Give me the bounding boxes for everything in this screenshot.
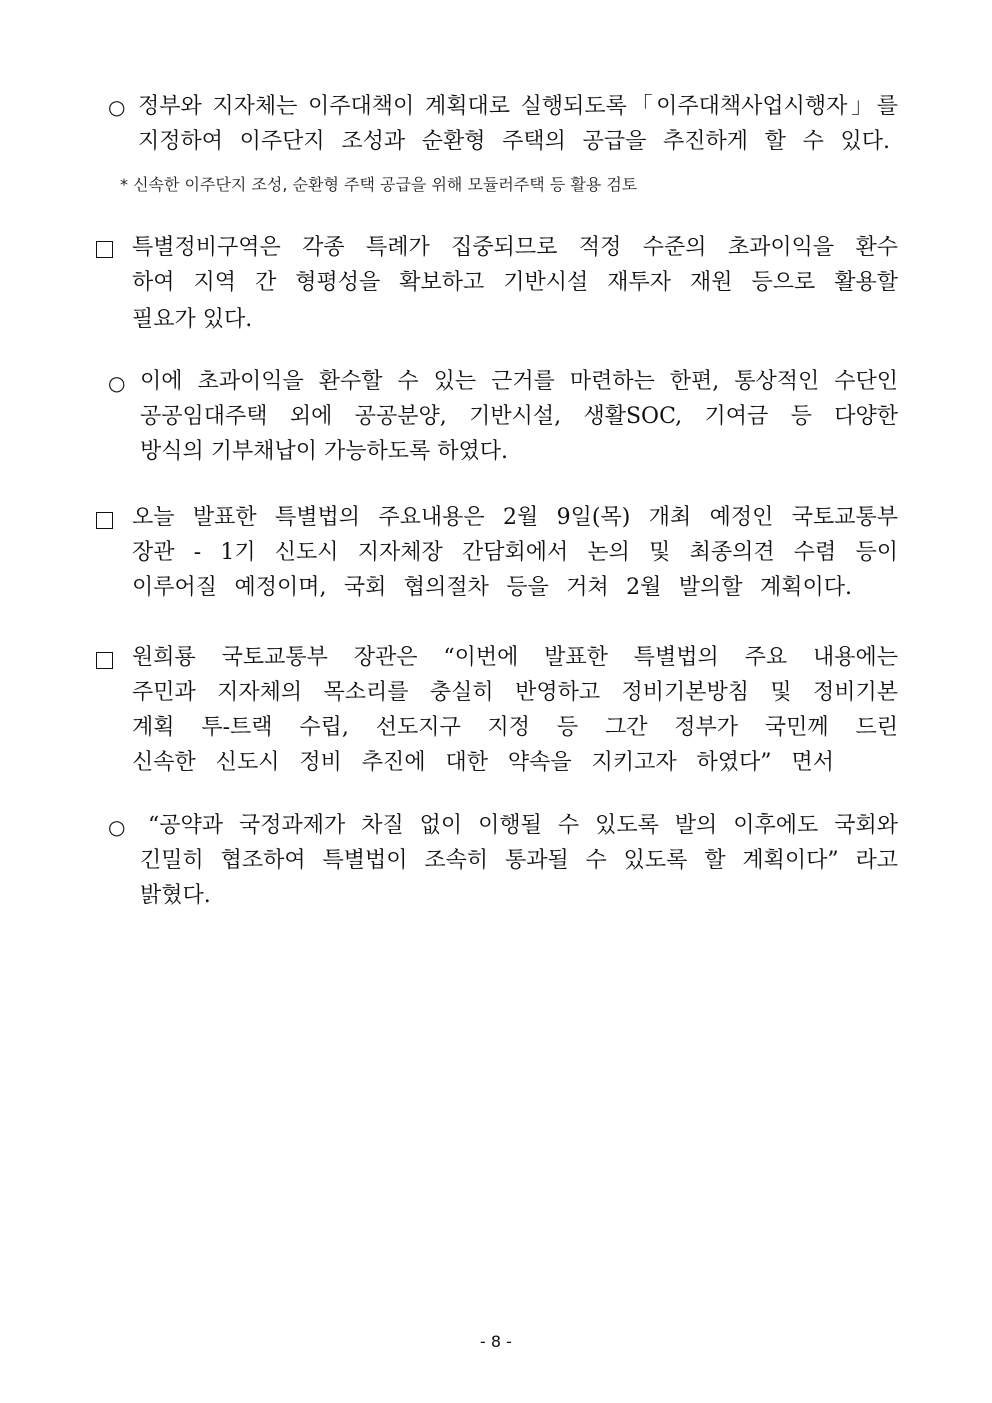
paragraph-line: 원희룡 국토교통부 장관은 “이번에 발표한 특별법의 주요 내용에는 — [132, 645, 898, 670]
circle-bullet: ○ — [108, 815, 126, 839]
paragraph-line: 공공임대주택 외에 공공분양, 기반시설, 생활SOC, 기여금 등 다양한 — [140, 404, 898, 429]
paragraph-line: 계획 투-트랙 수립, 선도지구 지정 등 그간 정부가 국민께 드린 — [132, 715, 898, 740]
paragraph-line: 오늘 발표한 특별법의 주요내용은 2월 9일(목) 개최 예정인 국토교통부 — [132, 505, 898, 530]
box-bullet — [96, 645, 113, 675]
paragraph-line: 이에 초과이익을 환수할 수 있는 근거를 마련하는 한편, 통상적인 수단인 — [140, 369, 898, 394]
page-number: - 8 - — [480, 1332, 512, 1351]
paragraph-line: 신속한 신도시 정비 추진에 대한 약속을 지키고자 하였다” 면서 — [132, 750, 834, 775]
paragraph-line: 이루어질 예정이며, 국회 협의절차 등을 거쳐 2월 발의할 계획이다. — [132, 575, 852, 600]
paragraph-line: 특별정비구역은 각종 특례가 집중되므로 적정 수준의 초과이익을 환수 — [132, 235, 898, 260]
box-bullet — [96, 234, 113, 264]
paragraph-line: 장관 - 1기 신도시 지자체장 간담회에서 논의 및 최종의견 수렴 등이 — [132, 540, 898, 565]
circle-bullet: ○ — [108, 371, 126, 395]
circle-bullet: ○ — [108, 95, 126, 119]
paragraph-line: “공약과 국정과제가 차질 없이 이행될 수 있도록 발의 이후에도 국회와 — [148, 813, 898, 838]
paragraph-line: 하여 지역 간 형평성을 확보하고 기반시설 재투자 재원 등으로 활용할 — [132, 270, 898, 295]
footnote: * 신속한 이주단지 조성, 순환형 주택 공급을 위해 모듈러주택 등 활용 검토 — [120, 175, 638, 194]
box-bullet — [96, 505, 113, 535]
paragraph-line: 필요가 있다. — [132, 307, 253, 332]
paragraph-line: 정부와 지자체는 이주대책이 계획대로 실행되도록「이주대책사업시행자」를 — [138, 94, 898, 119]
paragraph-line: 방식의 기부채납이 가능하도록 하였다. — [140, 439, 509, 464]
paragraph-line: 밝혔다. — [140, 883, 211, 908]
paragraph-line: 지정하여 이주단지 조성과 순환형 주택의 공급을 추진하게 할 수 있다. — [138, 129, 890, 154]
paragraph-line: 주민과 지자체의 목소리를 충실히 반영하고 정비기본방침 및 정비기본 — [132, 680, 898, 705]
paragraph-line: 긴밀히 협조하여 특별법이 조속히 통과될 수 있도록 할 계획이다” 라고 — [140, 848, 898, 873]
